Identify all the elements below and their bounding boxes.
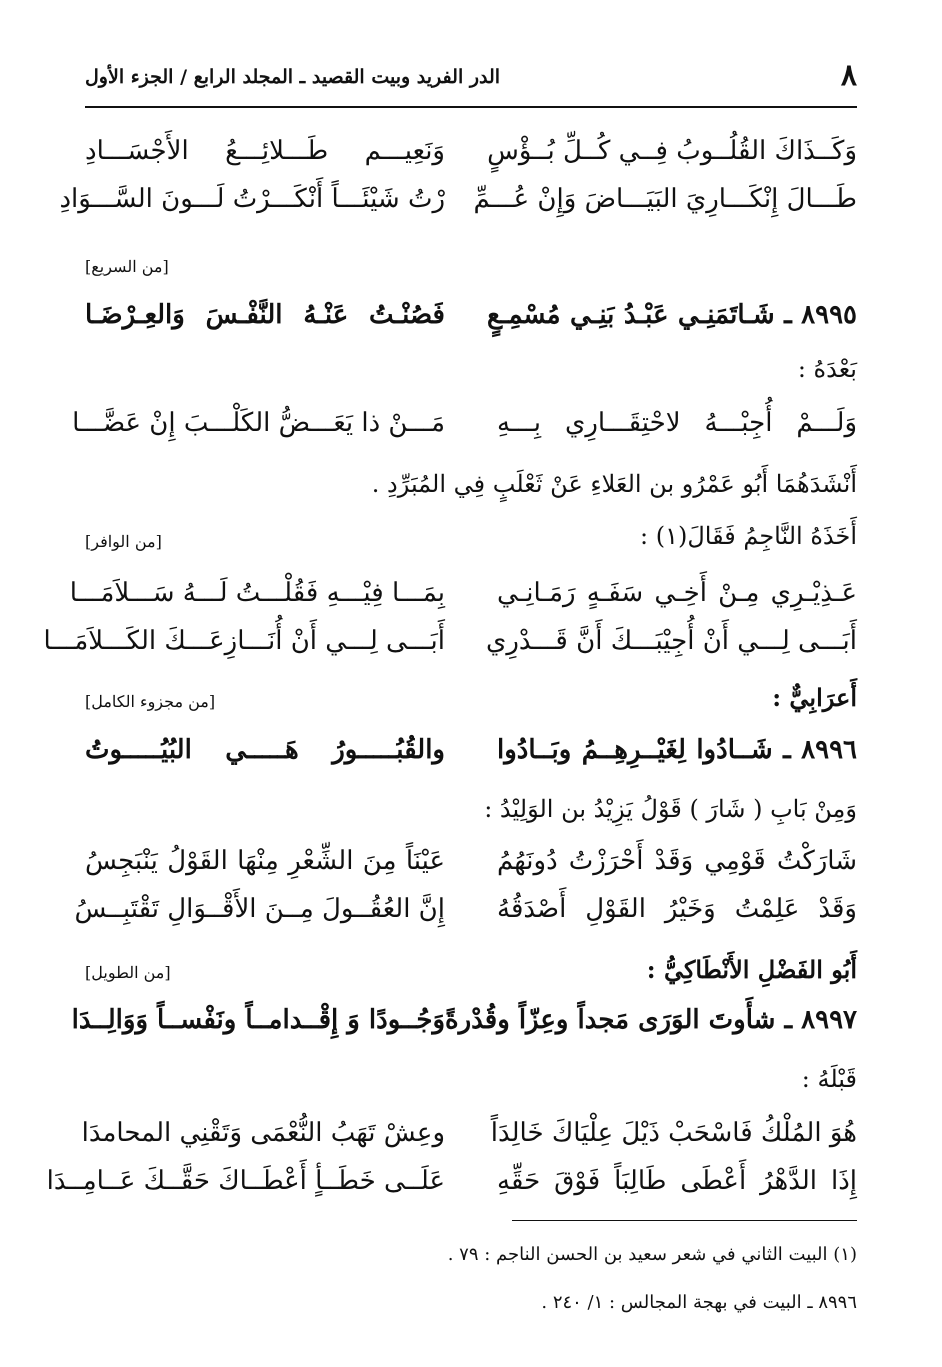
first-hemistich: وَلَـــمْ أُجِبْـــهُ لاحْتِقَـــارِي بِـــهِ: [497, 408, 857, 438]
verse: [85, 136, 857, 180]
second-hemistich: بِمَـــا فِيْـــهِ فَقُلْـــتُ لَـــهُ سَـــلاَمَـــا: [69, 578, 445, 608]
prose-line: وَمِنْ بَابِ ( شَارَ ) قَوْلُ يَزِيْدُ بن الوَلِيْدُ :: [484, 795, 857, 823]
second-hemistich: رْتُ شَيْئَـــاً أَنْكَـــرْتُ لَـــونَ السَّـــوَادِ: [59, 184, 445, 214]
prose-line: أَنْشَدَهُمَا أَبُو عَمْرُو بن العَلاءِ عَنْ ثَعْلَبٍ فِي المُبَرِّدِ .: [371, 470, 857, 498]
second-hemistich: وَجُــودًا وَ إِقْــدامــاً ونَفْســاً وَوَالِــدَا: [71, 1005, 445, 1035]
verse: [85, 846, 857, 890]
first-hemistich: وَكَــذَاكَ القُلُــوبُ فِــي كُــلِّ بُــؤْسٍ: [487, 136, 857, 166]
prose-line: أَبُو الفَضْلِ الأَنْطَاكِيُّ :: [646, 955, 857, 984]
running-header: [85, 58, 857, 96]
second-hemistich: إِنَّ العُقُــولَ مِــنَ الأَقْــوَالِ تَقْتَبِــسُ: [74, 894, 445, 924]
verse: [43, 626, 857, 670]
verse-8995: [85, 300, 857, 344]
meter-label: [من الطويل]: [85, 963, 171, 982]
footnote: ٨٩٩٦ ـ البيت في بهجة المجالس : ١/ ٢٤٠ .: [541, 1292, 857, 1313]
first-hemistich: ٨٩٩٧ ـ شأَوتَ الوَرَى مَجداً وعِزّاً وقُدْرةً: [444, 1005, 857, 1035]
second-hemistich: وَنَعِيـــم طَـــلائِـــعُ الأَجْسَـــادِ: [85, 136, 445, 166]
first-hemistich: شَارَكْتُ قَوْمِي وَقَدْ أَحْرَزْتُ دُونَهُمُ: [497, 846, 857, 876]
verse: [46, 1166, 857, 1210]
after-label: بَعْدَهُ :: [797, 355, 857, 383]
header-rule: [85, 106, 857, 108]
first-hemistich: إِذَا الدَّهْرُ أَعْطَى طَالِبَاً فَوْقَ حَقِّهِ: [497, 1166, 857, 1196]
first-hemistich: ٨٩٩٥ ـ شَـاتَمَنِـي عَبْـدُ بَنِـي مُسْمِـعٍ: [487, 300, 857, 330]
second-hemistich: والقُبُـــــورُ هَـــــي البُيُـــــوتُ: [85, 735, 445, 765]
verse: [74, 894, 857, 938]
meter-label: [من مجزوء الكامل]: [85, 692, 216, 711]
verse-8996: [85, 735, 857, 779]
before-label: قَبْلَهُ :: [801, 1065, 857, 1093]
first-hemistich: طَـــالَ إِنْكَـــارِيَ البَيَـــاضَ وَإِنْ عُـــمِّ: [473, 184, 857, 214]
prose-line: أَعرَابِيٌّ :: [772, 683, 857, 712]
page-number: ٨: [840, 58, 857, 93]
second-hemistich: عَلَــى خَطَــأٍ أَعْطَــاكَ حَقَّــكَ عَــامِــدَا: [46, 1166, 445, 1196]
second-hemistich: عَيْنَاً مِنَ الشِّعْرِ مِنْهَا القَوْلُ يَنْبَجِسُ: [85, 846, 445, 876]
first-hemistich: وَقَدْ عَلِمْتُ وَخَيْرُ القَوْلِ أَصْدَقُهُ: [497, 894, 857, 924]
first-hemistich: أَبَـــى لِـــي أَنْ أُجِيْبَـــكَ أَنَّ قَـــدْرِي: [486, 626, 857, 656]
first-hemistich: ٨٩٩٦ ـ شَــادُوا لِغَيْــرِهِــمُ وبَــادُوا: [497, 735, 857, 765]
verse: [69, 578, 857, 622]
running-title: الدر الفريد وبيت القصيد ـ المجلد الرابع / الجزء الأول: [85, 66, 501, 88]
verse: [59, 184, 857, 228]
second-hemistich: مَـــنْ ذا يَعَـــضُّ الكَلْـــبَ إِنْ عَضَّـــا: [72, 408, 445, 438]
first-hemistich: عَـذِيْـرِي مِـنْ أَخِـي سَفَـهٍ رَمَـانِـي: [497, 578, 857, 608]
verse: [72, 408, 857, 452]
footnote: (١) البيت الثاني في شعر سعيد بن الحسن الناجم : ٧٩ .: [447, 1244, 857, 1265]
second-hemistich: وعِشْ تَهَبُ النُّعْمَى وَتَقْنِي المحامدَا: [81, 1118, 445, 1148]
first-hemistich: هُوَ المُلْكُ فَاسْحَبْ ذَيْلَ عِلْيَاكَ خَالِدَاً: [490, 1118, 857, 1148]
second-hemistich: أَبَـــى لِـــي أَنْ أُنَـــازِعَـــكَ الكَـــلاَمَـــا: [43, 626, 445, 656]
meter-label: [من الوافر]: [85, 532, 162, 551]
second-hemistich: فَصُنْـتُ عَنْـهُ النَّفْـسَ وَالعِـرْضَـا: [85, 300, 445, 330]
verse-8997: [71, 1005, 857, 1049]
footnote-rule: [512, 1220, 857, 1221]
verse: [81, 1118, 857, 1162]
meter-label: [من السريع]: [85, 257, 169, 276]
prose-line: أَخَذَهُ النَّاجِمُ فَقَالَ(١) :: [640, 522, 857, 550]
